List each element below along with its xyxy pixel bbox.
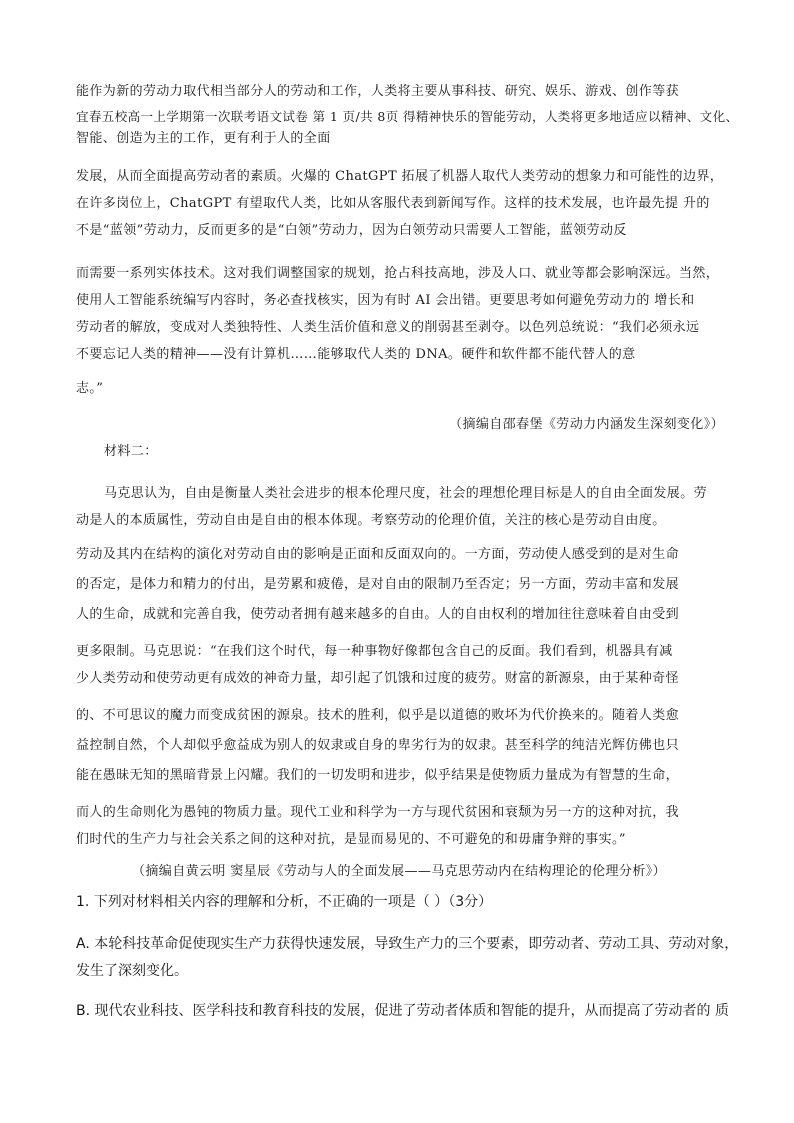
paragraph-line: 能作为新的劳动力取代相当部分人的劳动和工作，人类将主要从事科技、研究、娱乐、游戏、创作等获 [76, 84, 680, 99]
question-stem: 1. 下列对材料相关内容的理解和分析，不正确的一项是（ ）（3分） [76, 894, 493, 910]
paragraph-line: 能在愚昧无知的黑暗背景上闪耀。我们的一切发明和进步，似乎结果是使物质力量成为有智慧的生命， [76, 768, 680, 783]
paragraph-line: 劳动者的解放，变成对人类独特性、人类生活价值和意义的削弱甚至剥夺。以色列总统说：“我们必须永远 [76, 320, 700, 335]
paragraph-line: 在许多岗位上，ChatGPT 有望取代人类，比如从客服代表到新闻写作。这样的技术发展，也许最先提 升的 [76, 196, 710, 211]
paragraph-line: 的否定，是体力和精力的付出，是劳累和疲倦，是对自由的限制乃至否定；另一方面，劳动丰富和发展 [76, 577, 680, 592]
paragraph-line: 而人的生命则化为愚钝的物质力量。现代工业和科学为一方与现代贫困和衰颓为另一方的这种对抗，我 [76, 805, 680, 820]
paragraph-line: 志。” [76, 381, 104, 396]
paragraph-line: 益控制自然，个人却似乎愈益成为别人的奴隶或自身的卑劣行为的奴隶。甚至科学的纯洁光辉仿佛也只 [76, 738, 680, 753]
source-citation: （摘编自邵春堡《劳动力内涵发生深刻变化》） [449, 417, 724, 432]
paragraph-line: 少人类劳动和使劳动更有成效的神奇力量，却引起了饥饿和过度的疲劳。财富的新源泉，由于某种奇怪 [76, 671, 680, 686]
paragraph-line: 而需要一系列实体技术。这对我们调整国家的规划，抢占科技高地，涉及人口、就业等都会影响深远。当然， [76, 266, 720, 281]
option-a-continued: 发生了深刻变化。 [76, 963, 188, 979]
paragraph-line: 劳动及其内在结构的演化对劳动自由的影响是正面和反面双向的。一方面，劳动使人感受到的是对生命 [76, 547, 680, 562]
paragraph-line: 们时代的生产力与社会关系之间的这种对抗，是显而易见的、不可避免的和毋庸争辩的事实。” [76, 832, 626, 847]
paragraph-line: 更多限制。马克思说：“在我们这个时代，每一种事物好像都包含自己的反面。我们看到，机器具有减 [76, 644, 673, 659]
paragraph-line: 使用人工智能系统编写内容时，务必查找核实，因为有时 AI 会出错。更要思考如何避免劳动力的 增长和 [76, 293, 695, 308]
option-a: A. 本轮科技革命促使现实生产力获得快速发展，导致生产力的三个要素，即劳动者、劳动工具、劳动对象， [76, 936, 739, 952]
paragraph-line: 动是人的本质属性，劳动自由是自由的根本体现。考察劳动的伦理价值，关注的核心是劳动自由度。 [76, 513, 666, 528]
paragraph-line: 人的生命，成就和完善自我，使劳动者拥有越来越多的自由。人的自由权利的增加往往意味着自由受到 [76, 607, 680, 622]
paragraph-line: 智能、创造为主的工作，更有利于人的全面 [76, 131, 331, 146]
paragraph-line: 不是“蓝领”劳动力，反而更多的是“白领”劳动力，因为白领劳动只需要人工智能，蓝领劳动反 [76, 223, 627, 238]
source-citation: （摘编自黄云明 窦星辰《劳动与人的全面发展——马克思劳动内在结构理论的伦理分析》） [132, 864, 667, 879]
paragraph-line: 的、不可思议的魔力而变成贫困的源泉。技术的胜利，似乎是以道德的败坏为代价换来的。随着人类愈 [76, 708, 680, 723]
paragraph-line: 发展，从而全面提高劳动者的素质。火爆的 ChatGPT 拓展了机器人取代人类劳动的想象力和可能性的边界， [76, 169, 724, 184]
section-heading: 材料二： [104, 444, 158, 459]
option-b: B. 现代农业科技、医学科技和教育科技的发展，促进了劳动者体质和智能的提升，从而提高了劳动者的 质 [76, 1003, 729, 1019]
header-line: 宜春五校高一上学期第一次联考语文试卷 第 1 页/共 8页 得精神快乐的智能劳动，人类将更多地适应以精神、文化、 [76, 109, 739, 124]
paragraph-line: 马克思认为，自由是衡量人类社会进步的根本伦理尺度，社会的理想伦理目标是人的自由全面发展。劳 [104, 486, 708, 501]
paragraph-line: 不要忘记人类的精神——没有计算机……能够取代人类的 DNA。硬件和软件都不能代替人的意 [76, 347, 636, 362]
